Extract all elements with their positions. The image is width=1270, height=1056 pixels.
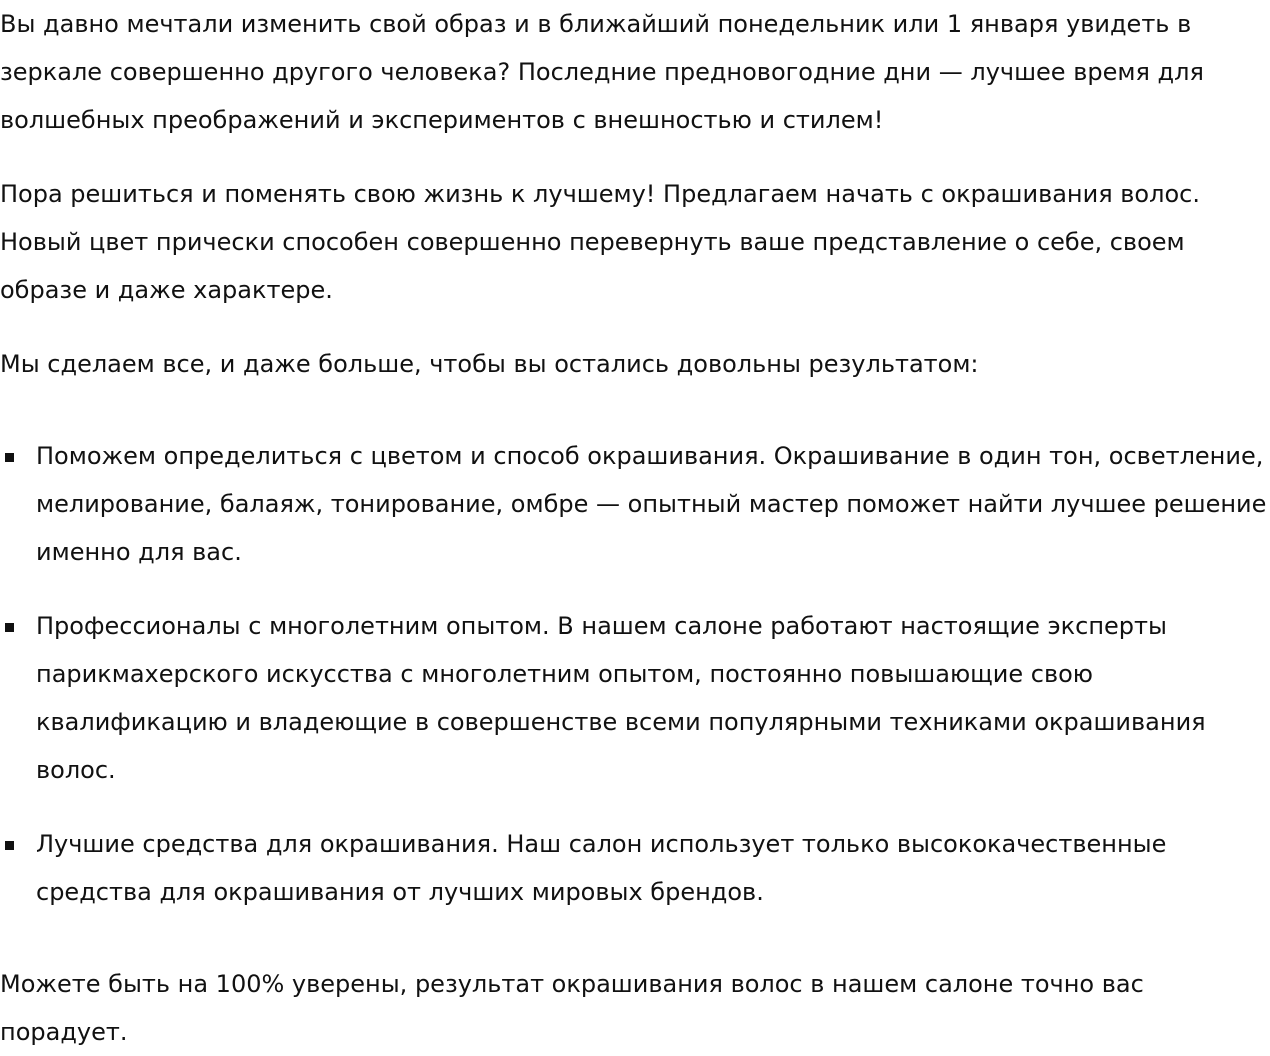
square-bullet-icon bbox=[5, 453, 14, 462]
list-item-text: Лучшие средства для окрашивания. Наш салон использует только высококачественные средства для окрашивания от лучших мировых брендов. bbox=[36, 830, 1167, 906]
closing-paragraph: Можете быть на 100% уверены, результат окрашивания волос в нашем салоне точно вас порадует. bbox=[0, 970, 1144, 1046]
intro-paragraph-2: Пора решиться и поменять свою жизнь к лучшему! Предлагаем начать с окрашивания волос. Новый цвет прически способен совершенно перевернуть ваше представление о себе, своем образе и даже характере. bbox=[0, 180, 1200, 304]
square-bullet-icon bbox=[5, 841, 14, 850]
list-item bbox=[36, 432, 1270, 576]
list-item bbox=[36, 602, 1270, 794]
list-item-text: Профессионалы с многолетним опытом. В нашем салоне работают настоящие эксперты парикмахерского искусства с многолетним опытом, постоянно повышающие свою квалификацию и владеющие в совершенстве всеми популярными техниками окрашивания волос. bbox=[36, 612, 1206, 784]
intro-paragraph-3: Мы сделаем все, и даже больше, чтобы вы остались довольны результатом: bbox=[0, 350, 979, 378]
list-item-text: Поможем определиться с цветом и способ окрашивания. Окрашивание в один тон, осветление, мелирование, балаяж, тонирование, омбре — опытный мастер поможет найти лучшее решение именно для вас. bbox=[36, 442, 1267, 566]
intro-paragraph-1: Вы давно мечтали изменить свой образ и в ближайший понедельник или 1 января увидеть в зеркале совершенно другого человека? Последние предновогодние дни — лучшее время для волшебных преображений и экспериментов с внешностью и стилем! bbox=[0, 10, 1204, 134]
features-list bbox=[0, 432, 1270, 916]
square-bullet-icon bbox=[5, 623, 14, 632]
list-item bbox=[36, 820, 1270, 916]
